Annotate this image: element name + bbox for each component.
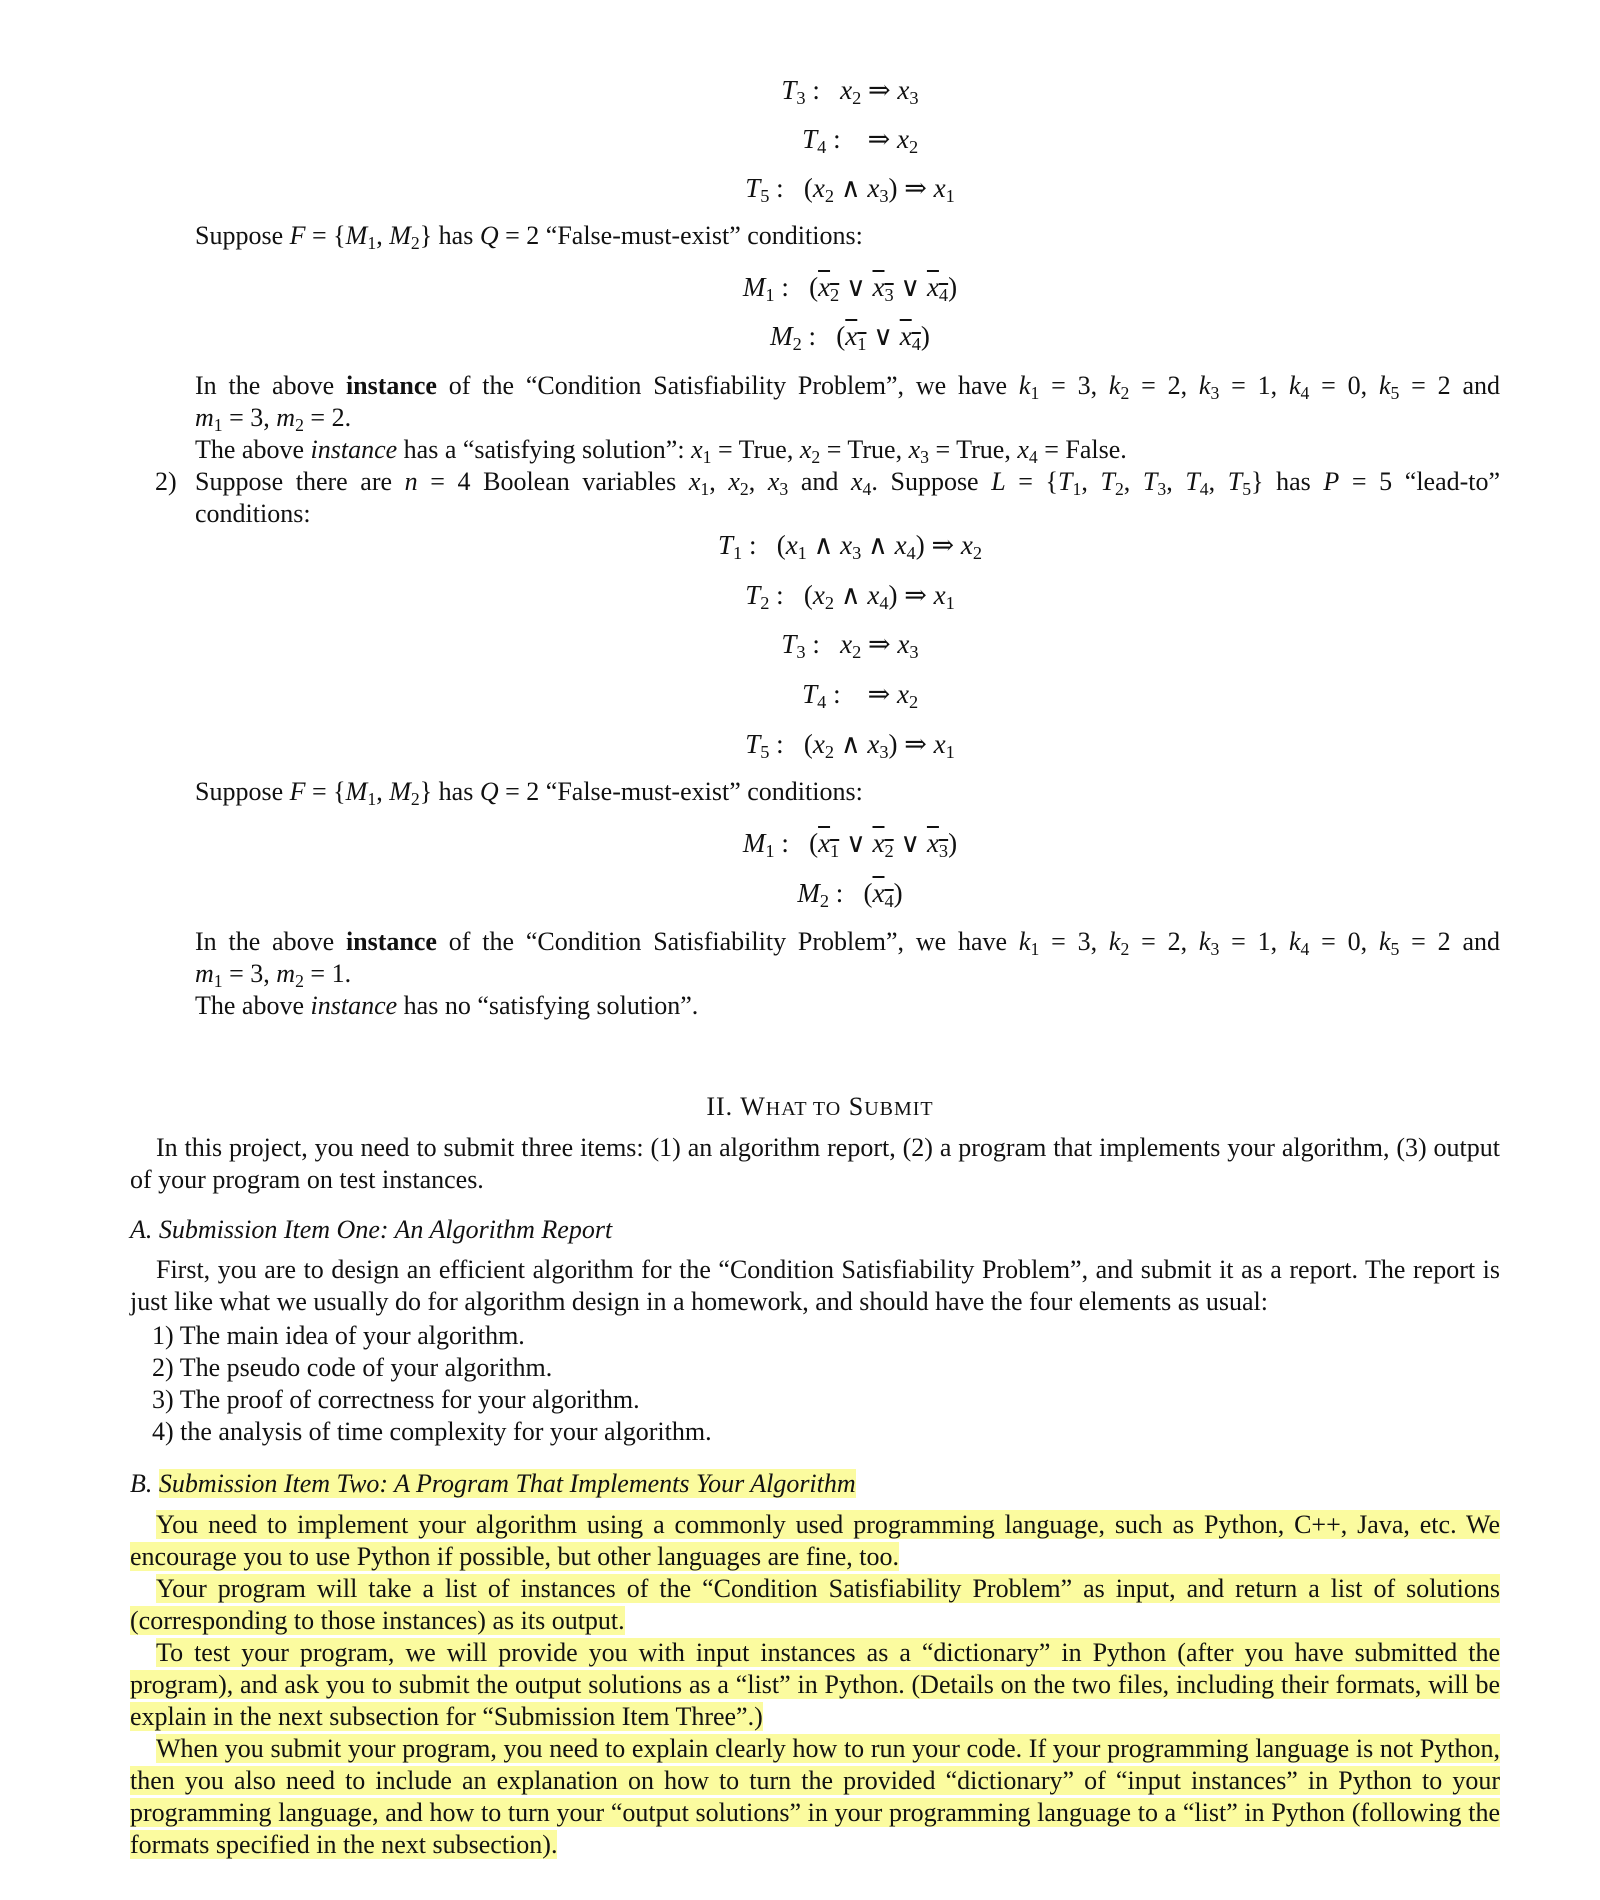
- subsection-a-title: A. Submission Item One: An Algorithm Report: [130, 1215, 613, 1244]
- list-item: 1) The main idea of your algorithm.: [152, 1321, 525, 1350]
- list-item: 4) the analysis of time complexity for your algorithm.: [152, 1417, 712, 1446]
- equation-t3-ex1: $T_3$ : $x_2$ ⇒ $x_3$: [781, 75, 919, 109]
- highlighted-text: Your program will take a list of instances of the “Condition Satisfiability Problem” as input, and return a list of solutions (corresponding to those instances) as its output.: [130, 1574, 1500, 1635]
- subsection-b-paragraph: [130, 1733, 1500, 1861]
- list-item: 3) The proof of correctness for your algorithm.: [152, 1385, 640, 1414]
- equation-t5-ex2: $T_5$ : ($x_2$ ∧ $x_3$) ⇒ $x_1$: [745, 729, 955, 763]
- equation-t4-ex2: $T_4$ : ⇒ $x_2$: [802, 679, 919, 713]
- example-2-number: 2): [155, 467, 177, 496]
- equation-t5-ex1: $T_5$ : ($x_2$ ∧ $x_3$) ⇒ $x_1$: [745, 173, 955, 207]
- section-intro: In this project, you need to submit three items: (1) an algorithm report, (2) a program that implements your algorithm, (3) output of your program on test instances.: [130, 1133, 1500, 1194]
- subsection-b-label: B.: [130, 1469, 153, 1498]
- equation-t1-ex2: $T_1$ : ($x_1$ ∧ $x_3$ ∧ $x_4$) ⇒ $x_2$: [717, 530, 983, 564]
- equation-m1-ex2: $M_1$ : ($x_1$ ∨ $x_2$ ∨ $x_3$): [742, 828, 958, 862]
- subsection-a-paragraph: First, you are to design an efficient algorithm for the “Condition Satisfiability Problem”, and submit it as a report. The report is just like what we usually do for algorithm design in a homework, and should have the four elements as usual:: [130, 1255, 1500, 1316]
- subsection-b-paragraph: [130, 1509, 1500, 1573]
- highlighted-text: To test your program, we will provide you with input instances as a “dictionary” in Python (after you have submitted the program), and ask you to submit the output solutions as a “list” in Python. (Details on the two files, including their formats, will be explain in the next subsection for “Submission Item Three”.): [130, 1638, 1500, 1731]
- highlighted-text: You need to implement your algorithm using a commonly used programming language, such as Python, C++, Java, etc. We encourage you to use Python if possible, but other languages are fine, too.: [130, 1510, 1500, 1571]
- equation-m2-ex2: $M_2$ : $(x_4)$: [797, 878, 903, 912]
- highlighted-text: When you submit your program, you need to explain clearly how to run your code. If your programming language is not Python, then you also need to include an explanation on how to turn the provided “dictionary” of “input instances” in Python to your programming language, and how to turn your “output solutions” in your programming language to a “list” in Python (following the formats specified in the next subsection).: [130, 1734, 1500, 1859]
- example-2-intro-line1: Suppose there are n = 4 Boolean variables $x_1$, $x_2$, $x_3$ and $x_4$. Suppose $L = \{T_1$, $T_2$, $T_3$, $T_4$, $T_5$} has P = 5 “lead-to”: [195, 467, 1501, 499]
- instance-line1-ex2: In the above instance of the “Condition Satisfiability Problem”, we have $k_1 = 3$, $k_2 = 2$, $k_3 = 1$, $k_4 = 0$, $k_5 = 2$ and: [195, 927, 1500, 959]
- instance-line1-ex1: In the above instance of the “Condition Satisfiability Problem”, we have $k_1 = 3$, $k_2 = 2$, $k_3 = 1$, $k_4 = 0$, $k_5 = 2$ and: [195, 371, 1500, 403]
- suppose-f-ex2: Suppose $F = \{M_1$, $M_2$} has Q = 2 “False-must-exist” conditions:: [195, 777, 863, 809]
- subsection-b-paragraph: [130, 1637, 1500, 1733]
- equation-t2-ex2: $T_2$ : ($x_2$ ∧ $x_4$) ⇒ $x_1$: [745, 580, 955, 614]
- subsection-b-title: Submission Item Two: A Program That Implements Your Algorithm: [158, 1469, 856, 1498]
- satisfying-solution-ex1: The above instance has a “satisfying solution”: $x_1$ = True, $x_2$ = True, $x_3$ = True, $x_4$ = False.: [195, 435, 1127, 467]
- subsection-b-paragraph: [130, 1573, 1500, 1637]
- equation-t4-ex1: $T_4$ : ⇒ $x_2$: [802, 124, 919, 158]
- suppose-f-ex1: Suppose $F = \{M_1$, $M_2$} has Q = 2 “False-must-exist” conditions:: [195, 221, 863, 253]
- instance-line2-ex2: $m_1 = 3$, $m_2 = 1$.: [195, 959, 352, 991]
- no-solution-ex2: The above instance has no “satisfying solution”.: [195, 991, 699, 1020]
- list-item: 2) The pseudo code of your algorithm.: [152, 1353, 553, 1382]
- instance-line2-ex1: $m_1 = 3$, $m_2 = 2$.: [195, 403, 352, 435]
- example-2-intro-line2: conditions:: [195, 499, 311, 528]
- equation-t3-ex2: $T_3$ : $x_2$ ⇒ $x_3$: [781, 629, 919, 663]
- subsection-b-heading: [130, 1469, 856, 1499]
- equation-m2-ex1: $M_2$ : ($x_1$ ∨ $x_4$): [770, 321, 930, 355]
- equation-m1-ex1: $M_1$ : ($x_2$ ∨ $x_3$ ∨ $x_4$): [742, 272, 958, 306]
- section-heading: II. WHAT TO SUBMIT: [706, 1092, 934, 1121]
